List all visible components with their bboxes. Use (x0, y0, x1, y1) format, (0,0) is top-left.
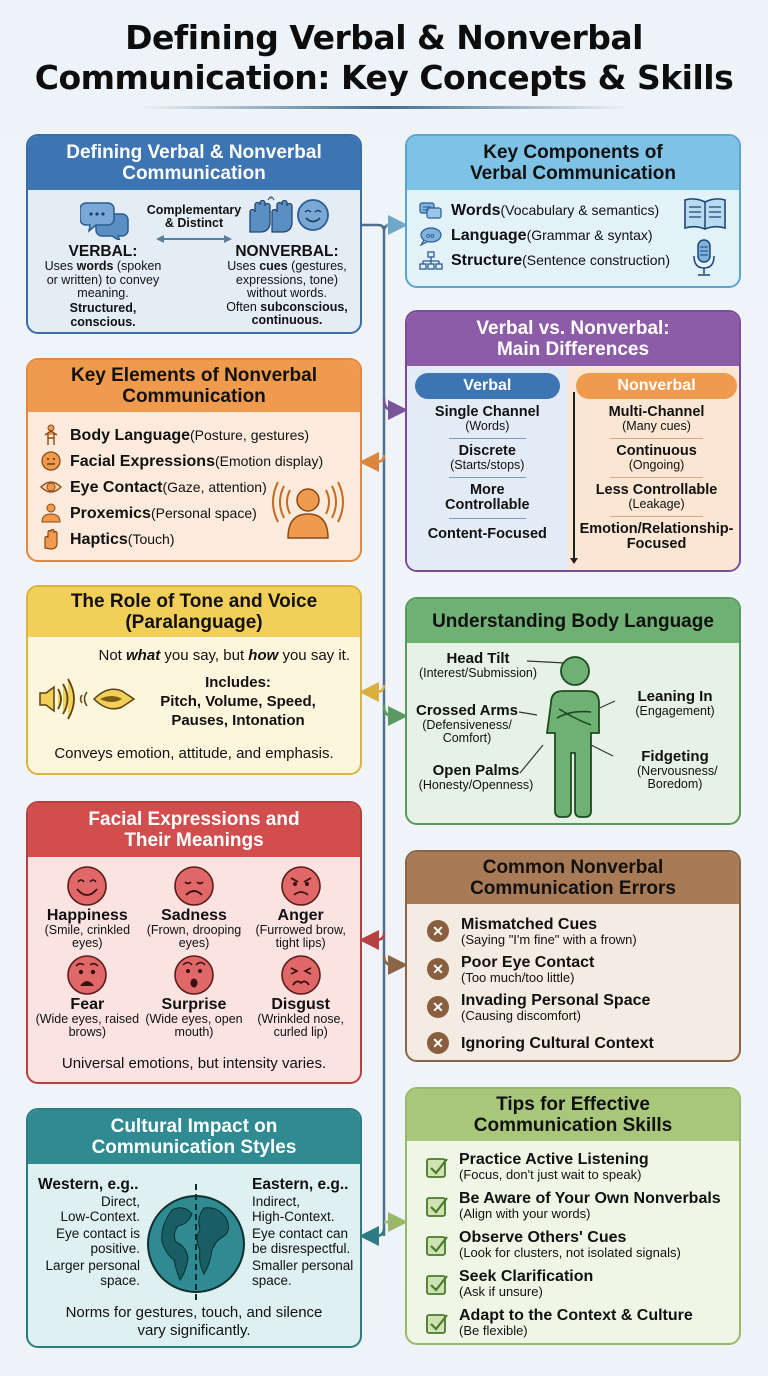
face-fear (34, 954, 141, 1039)
heading-line-2: Communication Styles (91, 1137, 297, 1158)
element-item (40, 448, 360, 474)
title-divider (138, 106, 630, 109)
heading-line-1: Facial Expressions and (88, 809, 300, 830)
heading-line-2: Communication Skills (473, 1115, 673, 1136)
term: Eye Contact (70, 478, 163, 496)
nonverbal-desc (222, 260, 352, 301)
label-crossed-arms (413, 703, 521, 745)
tip-item (425, 1264, 739, 1303)
term: Poor Eye Contact (461, 953, 595, 971)
line: space. (252, 1273, 292, 1288)
term: Head Tilt (446, 650, 510, 667)
nonverbal-pill: Nonverbal (576, 373, 738, 399)
term: Be Aware of Your Own Nonverbals (459, 1190, 721, 1207)
term: Adapt to the Context & Culture (459, 1307, 693, 1324)
term: Practice Active Listening (459, 1151, 649, 1168)
element-item (40, 422, 360, 448)
heading-line-1: Cultural Impact on (110, 1116, 278, 1137)
differences-card (405, 310, 741, 572)
line: Eye contact is (55, 1226, 140, 1241)
line: Low-Context. (60, 1209, 140, 1224)
desc: (Personal space) (150, 504, 257, 521)
double-arrow-icon (156, 234, 232, 244)
book-icon (683, 196, 727, 232)
label-open-palms (413, 763, 539, 792)
desc-bold: words (76, 259, 114, 273)
smiley-icon (296, 198, 330, 232)
language-bubble-icon (419, 226, 443, 246)
verbal-row (415, 527, 560, 542)
line: Indirect, (252, 1194, 301, 1209)
verbal-column (407, 366, 568, 570)
x-circle-icon: ✕ (427, 958, 449, 980)
desc: (Nervousness/ Boredom) (637, 764, 718, 791)
desc: (Gaze, attention) (162, 478, 267, 495)
broadcasting-person-icon (270, 478, 346, 540)
error-item (427, 1026, 739, 1060)
label-head-tilt (417, 651, 539, 680)
checkbox-icon (425, 1311, 449, 1335)
complementary-label (144, 204, 244, 230)
voice-speaker-icon (38, 675, 138, 723)
happy-face-icon (66, 865, 108, 907)
desc: (Causing discomfort) (461, 1007, 581, 1023)
face-surprise (141, 954, 248, 1039)
desc: (Focus, don't just wait to speak) (459, 1167, 642, 1182)
nonverbal-definition (222, 244, 352, 328)
face-desc: (Frown, drooping eyes) (146, 923, 242, 950)
face-name: Surprise (161, 996, 227, 1013)
term: Fidgeting (641, 748, 709, 765)
x-circle-icon: ✕ (427, 920, 449, 942)
desc: (Vocabulary & semantics) (500, 202, 660, 218)
label-line-2: & Distinct (164, 216, 224, 230)
row-main: Single Channel (434, 404, 540, 420)
summary-bold: subconscious, continuous. (251, 299, 348, 327)
tip-item (425, 1303, 739, 1342)
heading-line-1: Common Nonverbal (482, 857, 664, 878)
desc: (Interest/Submission) (418, 666, 538, 680)
verbal-definition (38, 244, 168, 329)
summary-pre: Often (226, 299, 261, 314)
error-item (427, 988, 739, 1026)
tip-item (425, 1225, 739, 1264)
tagline-how: how (248, 647, 279, 664)
eastern-label: Eastern, e.g.. (252, 1176, 349, 1193)
tagline-what: what (126, 647, 161, 664)
proximity-icon (40, 502, 62, 524)
term: Observe Others' Cues (459, 1229, 627, 1246)
tagline-post: you say it. (278, 647, 350, 664)
label-line-1: Complementary (146, 203, 242, 217)
error-item (427, 912, 739, 950)
line: positive. (90, 1241, 140, 1256)
tips-card (405, 1087, 741, 1345)
verbal-components-card (405, 134, 741, 288)
desc: (Too much/too little) (461, 969, 575, 985)
verbal-pill: Verbal (415, 373, 560, 399)
line: be disrespectful. (252, 1241, 351, 1256)
term: Words (451, 202, 501, 219)
line: High-Context. (252, 1209, 335, 1224)
eastern-column (252, 1176, 360, 1288)
angry-face-icon (280, 865, 322, 907)
row-main: More Controllable (445, 482, 530, 513)
heading-line-2: Their Meanings (124, 830, 264, 851)
tone-includes (138, 673, 338, 730)
term: Facial Expressions (70, 452, 215, 470)
term: Mismatched Cues (461, 915, 598, 933)
facial-expressions-heading (28, 803, 360, 857)
label-fidgeting (625, 749, 725, 791)
line: Smaller personal (252, 1258, 354, 1273)
row-main: Emotion/Relationship-Focused (579, 521, 734, 552)
western-label: Western, e.g.. (38, 1176, 139, 1193)
face-desc: (Smile, crinkled eyes) (44, 923, 131, 950)
line: space. (100, 1273, 140, 1288)
row-main: Continuous (616, 443, 697, 459)
verbal-summary: Structured, conscious. (69, 300, 137, 329)
tone-footer: Conveys emotion, attitude, and emphasis. (54, 745, 334, 762)
face-desc: (Wide eyes, open mouth) (145, 1012, 243, 1039)
checkbox-icon (425, 1233, 449, 1257)
nonverbal-summary (222, 301, 352, 328)
nonverbal-row (576, 444, 738, 472)
line: Larger personal (45, 1258, 140, 1273)
checkbox-icon (425, 1272, 449, 1296)
surprised-face-icon (173, 954, 215, 996)
western-column (38, 1176, 140, 1288)
cultural-card (26, 1108, 362, 1348)
footer-line-1: Norms for gestures, touch, and silence (65, 1304, 323, 1321)
footer-line-2: vary significantly. (137, 1322, 251, 1339)
line: Direct, (100, 1194, 140, 1209)
tip-item (425, 1147, 739, 1186)
tagline-mid: you say, but (160, 647, 249, 664)
face-disgust (247, 954, 354, 1039)
hand-icon (40, 528, 62, 550)
row-main: Discrete (458, 443, 516, 459)
desc-pre: Uses (227, 259, 260, 273)
differences-heading (407, 312, 739, 366)
defining-card (26, 134, 362, 334)
body-language-heading: Understanding Body Language (407, 599, 739, 643)
errors-heading (407, 852, 739, 904)
body-language-card (405, 597, 741, 825)
face-anger (247, 865, 354, 950)
desc: (Saying "I'm fine" with a frown) (461, 931, 637, 947)
checkbox-icon (425, 1194, 449, 1218)
tips-heading (407, 1089, 739, 1141)
term: Seek Clarification (459, 1268, 594, 1285)
person-icon (40, 424, 62, 446)
microphone-icon (691, 238, 717, 278)
includes-line-2: Pauses, Intonation (171, 712, 305, 729)
heading-line-2: Communication (122, 163, 266, 184)
nonverbal-row (576, 405, 738, 433)
term: Invading Personal Space (461, 991, 651, 1009)
error-item (427, 950, 739, 988)
raised-hands-icon (246, 196, 296, 234)
desc-bold: cues (259, 259, 288, 273)
defining-heading (28, 136, 360, 190)
row-sub: (Many cues) (622, 419, 691, 433)
desc: (Look for clusters, not isolated signals) (459, 1245, 681, 1260)
face-desc: (Furrowed brow, tight lips) (255, 923, 346, 950)
row-main: Content-Focused (427, 526, 547, 542)
speech-bubbles-icon (80, 200, 130, 240)
verbal-row (415, 483, 560, 513)
term: Language (451, 227, 527, 244)
tagline-pre: Not (98, 647, 127, 664)
heading-line-1: Key Components of (483, 142, 663, 163)
term: Proxemics (70, 504, 151, 522)
svg-text:oo: oo (426, 231, 435, 240)
heading-line-1: Verbal vs. Nonverbal: (476, 318, 670, 339)
x-circle-icon: ✕ (427, 996, 449, 1018)
nonverbal-column (568, 366, 741, 570)
timeline-arrow (573, 392, 575, 560)
errors-card (405, 850, 741, 1062)
desc: (Sentence construction) (522, 252, 670, 268)
fearful-face-icon (66, 954, 108, 996)
tone-card (26, 585, 362, 775)
cultural-footer (28, 1304, 360, 1340)
globe-icon (142, 1180, 250, 1304)
heading-line-2: Communication (122, 386, 266, 407)
checkbox-icon (425, 1155, 449, 1179)
row-main: Less Controllable (595, 482, 718, 498)
row-sub: (Starts/stops) (450, 458, 525, 472)
desc-post: (spoken or written) to convey meaning. (46, 259, 162, 300)
verbal-row (415, 405, 560, 433)
desc: (Engagement) (635, 704, 715, 718)
desc: (Ask if unsure) (459, 1284, 543, 1299)
desc: (Honesty/Openness) (418, 778, 534, 792)
heading-line-1: Tips for Effective (496, 1094, 650, 1115)
nonverbal-elements-card (26, 358, 362, 562)
title-line-1: Defining Verbal & Nonverbal (125, 18, 643, 57)
row-sub: (Words) (465, 419, 510, 433)
title-line-2: Communication: Key Concepts & Skills (34, 58, 734, 97)
face-name: Sadness (161, 907, 227, 924)
line: Eye contact can (252, 1226, 349, 1241)
term: Crossed Arms (416, 702, 518, 719)
desc: (Touch) (127, 530, 175, 547)
nonverbal-row (576, 483, 738, 511)
page-title (0, 18, 768, 98)
nonverbal-elements-heading (28, 360, 360, 412)
heading-line-2: Communication Errors (470, 878, 676, 899)
desc: (Be flexible) (459, 1323, 528, 1338)
term: Structure (451, 252, 523, 269)
row-sub: (Ongoing) (628, 458, 685, 472)
verbal-components-heading (407, 136, 739, 190)
tone-tagline (99, 647, 351, 664)
tip-item (425, 1186, 739, 1225)
desc: (Posture, gestures) (190, 426, 310, 443)
cultural-heading (28, 1110, 360, 1164)
heading-line-2: Main Differences (496, 339, 650, 360)
desc-pre: Uses (44, 259, 77, 273)
hierarchy-icon (419, 251, 443, 271)
eye-icon (40, 476, 62, 498)
face-desc: (Wide eyes, raised brows) (35, 1012, 140, 1039)
includes-label: Includes: (205, 674, 271, 691)
tone-heading (28, 587, 360, 637)
includes-line-1: Pitch, Volume, Speed, (160, 693, 316, 710)
face-happiness (34, 865, 141, 950)
desc: (Emotion display) (214, 452, 324, 469)
verbal-desc (38, 260, 168, 301)
facial-footer: Universal emotions, but intensity varies. (61, 1055, 327, 1072)
row-sub: (Leakage) (628, 497, 685, 511)
nonverbal-label: NONVERBAL: (235, 243, 339, 260)
x-circle-icon: ✕ (427, 1032, 449, 1054)
row-main: Multi-Channel (608, 404, 705, 420)
heading-line-2: (Paralanguage) (125, 612, 263, 633)
verbal-row (415, 444, 560, 472)
face-sadness (141, 865, 248, 950)
face-name: Disgust (271, 996, 330, 1013)
heading-line-2: Verbal Communication (470, 163, 676, 184)
face-desc: (Wrinkled nose, curled lip) (257, 1012, 344, 1039)
term: Body Language (70, 426, 191, 444)
facial-expressions-card (26, 801, 362, 1084)
desc: (Defensiveness/ Comfort) (422, 718, 512, 745)
heading-line-1: The Role of Tone and Voice (70, 591, 318, 612)
term: Haptics (70, 530, 128, 548)
heading-line-1: Key Elements of Nonverbal (70, 365, 318, 386)
face-icon (40, 450, 62, 472)
face-name: Happiness (46, 907, 128, 924)
heading-line-1: Defining Verbal & Nonverbal (66, 142, 322, 163)
desc: (Align with your words) (459, 1206, 591, 1221)
nonverbal-row (576, 522, 738, 552)
sad-face-icon (173, 865, 215, 907)
label-leaning-in (625, 689, 725, 718)
term: Ignoring Cultural Context (461, 1034, 654, 1052)
face-name: Anger (277, 907, 324, 924)
face-name: Fear (70, 996, 105, 1013)
desc: (Grammar & syntax) (526, 227, 653, 243)
desc-post: (gestures, expressions, tone) without words. (235, 259, 347, 300)
chat-icon (419, 201, 443, 221)
term: Open Palms (432, 762, 520, 779)
verbal-label: VERBAL: (68, 243, 138, 260)
term: Leaning In (637, 688, 713, 705)
disgusted-face-icon (280, 954, 322, 996)
